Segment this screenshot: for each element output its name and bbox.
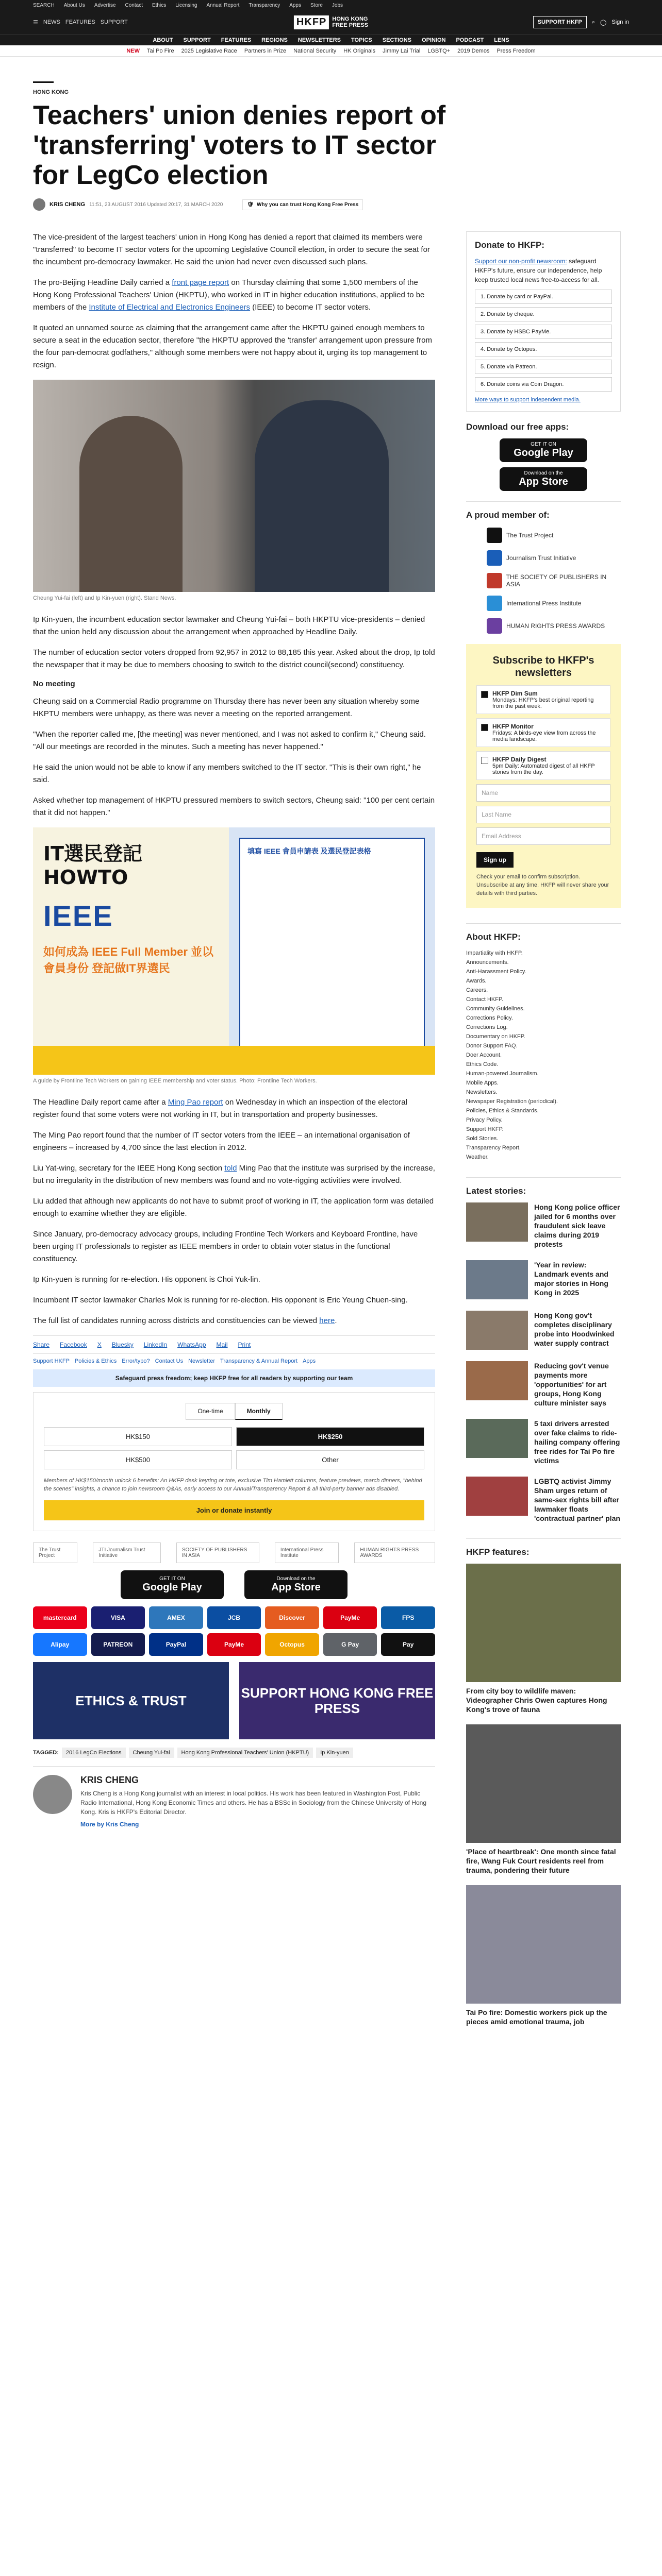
share-linkedin[interactable]: LinkedIn [143, 1341, 168, 1348]
member-of [466, 501, 621, 634]
link-told[interactable]: told [224, 1164, 237, 1173]
payment-logo: JCB [207, 1606, 261, 1629]
app-badges [33, 1570, 435, 1599]
util-apps[interactable]: Apps [289, 2, 301, 8]
about-link[interactable]: Community Guidelines. [466, 1006, 525, 1012]
util-search[interactable]: SEARCH [33, 2, 55, 8]
share-facebook[interactable]: Facebook [60, 1341, 87, 1348]
poster-bar [33, 1046, 435, 1075]
subnav-item[interactable]: 2019 Demos [457, 47, 490, 54]
link-here[interactable]: here [319, 1316, 335, 1325]
share-whatsapp[interactable]: WhatsApp [177, 1341, 206, 1348]
nav-lens[interactable]: LENS [494, 37, 509, 43]
member-title: A proud member of: [466, 510, 550, 520]
main-nav [0, 34, 662, 45]
story-item[interactable]: 'Year in review: Landmark events and major stories in Hong Kong in 2025 [466, 1260, 621, 1299]
payment-logo: PATREON [91, 1633, 145, 1656]
email-input[interactable]: Email Address [476, 827, 610, 845]
util-licensing[interactable]: Licensing [175, 2, 197, 8]
story-item[interactable]: 5 taxi drivers arrested over fake claims to ride-hailing company offering free rides for Tai Po fire victims [466, 1419, 621, 1465]
tag[interactable]: 2016 LegCo Elections [62, 1748, 126, 1758]
about-link[interactable]: Newsletters. [466, 1089, 498, 1095]
about-link[interactable]: Newspaper Registration (periodical). [466, 1098, 558, 1105]
share-bluesky[interactable]: Bluesky [111, 1341, 134, 1348]
logo-line1: HONG KONG [332, 16, 368, 22]
paragraph: Asked whether top management of HKPTU pressured members to switch sectors, Cheung said: "100 per cent certain that it did not happen." [33, 796, 435, 817]
feature-item[interactable]: Tai Po fire: Domestic workers pick up the pieces amid emotional trauma, job [466, 1885, 621, 2026]
payment-logo: VISA [91, 1606, 145, 1629]
story-item[interactable]: Hong Kong gov't completes disciplinary probe into Hoodwinked water supply contract [466, 1311, 621, 1350]
share-print[interactable]: Print [238, 1341, 251, 1348]
footlink[interactable]: Contact Us [155, 1358, 184, 1364]
member-logo[interactable]: International Press Institute [487, 596, 621, 611]
new-badge: NEW [126, 47, 140, 54]
payment-logo: FPS [381, 1606, 435, 1629]
article-body [33, 231, 435, 2037]
donate-option[interactable]: 3. Donate by HSBC PayMe. [475, 325, 612, 339]
paragraph: The number of education sector voters dropped from 92,957 in 2012 to 88,185 this year. Asked about the drop, Ip told the newspaper that it may be due to members choosing to switch to the district council(second) constituency. [33, 648, 435, 669]
about-link[interactable]: Sold Stories. [466, 1136, 499, 1142]
util-about[interactable]: About Us [63, 2, 85, 8]
name-input[interactable]: Name [476, 784, 610, 802]
paragraph: "When the reporter called me, [the meeting] was never mentioned, and I was not asked to confirm it," Cheung said. "All our meetings are recorded in the minutes. Such a meeting has never happened." [33, 730, 426, 751]
paragraph: The vice-president of the largest teachers' union in Hong Kong has denied a report that claimed its members were "transferred" to become IT sector voters for the upcoming Legislative Council election, in order to secure the seat for the incumbent pro-democracy lawmaker. He said the union had never even discussed such plans. [33, 233, 430, 266]
last-name-input[interactable]: Last Name [476, 806, 610, 823]
latest-title: Latest stories: [466, 1186, 526, 1196]
nav-topics[interactable]: TOPICS [351, 37, 372, 43]
about-link[interactable]: Anti-Harassment Policy. [466, 969, 526, 975]
trust-logo[interactable]: JTI Journalism Trust Initiative [93, 1543, 161, 1563]
about-link[interactable]: Ethics Code. [466, 1061, 499, 1067]
sidebar-google-play[interactable]: GET IT ON Google Play [500, 438, 587, 462]
user-icon[interactable]: ◯ [600, 19, 607, 26]
trust-logo[interactable]: International Press Institute [275, 1543, 339, 1563]
payment-logo: Pay [381, 1633, 435, 1656]
paragraph: Incumbent IT sector lawmaker Charles Mok is running for re-election. His opponent is Eric Yeung Chuen-sing. [33, 1296, 408, 1304]
signup-button[interactable]: Sign up [476, 852, 514, 868]
nav-features[interactable]: FEATURES [221, 37, 252, 43]
subnav-item[interactable]: 2025 Legislative Race [181, 47, 237, 54]
story-item[interactable]: Hong Kong police officer jailed for 6 months over fraudulent sick leave claims during 2019 protests [466, 1202, 621, 1249]
about-link[interactable]: Contact HKFP. [466, 996, 503, 1003]
about-title: About HKFP: [466, 932, 521, 942]
safeguard-banner[interactable]: Safeguard press freedom; keep HKFP free for all readers by supporting our team [33, 1369, 435, 1387]
util-transparency[interactable]: Transparency [249, 2, 280, 8]
story-item[interactable]: LGBTQ activist Jimmy Sham urges return of same-sex rights bill after lawmaker floats 'contractual partner' plan [466, 1477, 621, 1523]
member-logo[interactable]: Journalism Trust Initiative [487, 550, 621, 566]
payment-logo: PayMe [207, 1633, 261, 1656]
checkbox[interactable] [481, 757, 488, 764]
sidebar-donate: Donate to HKFP: Support our non-profit newsroom: safeguard HKFP's future, ensure our independence, help keep trusted local news free-to-access for all. 1. Donate by card or PayPal. 2. Donate by cheque. 3. Donate by HSBC PayMe. 4. Donate by Octopus. 5. Donate via Patreon. 6. Donate coins via Coin Dragon. More ways to support independent media. [466, 231, 621, 412]
article-kicker[interactable]: HONG KONG [33, 89, 69, 95]
header-features[interactable]: FEATURES [65, 19, 95, 25]
newsletter-note: Check your email to confirm subscription. Unsubscribe at any time. HKFP will never share your details with third parties. [476, 874, 609, 896]
about-link[interactable]: Privacy Policy. [466, 1117, 503, 1123]
paragraph: He said the union would not be able to know if any members switched to the IT sector. "This is their own right," he said. [33, 763, 421, 784]
sub-nav [0, 45, 662, 57]
share-label: Share [33, 1341, 50, 1348]
paragraph: It quoted an unnamed source as claiming that the arrangement came after the HKPTU gained enough members to secure a seat in the education sector, therefore "the HKPTU approved the 'transfer' arrangement upon pressure from the four pan-democrat godfathers," although some members were not happy about it, urging its top management to resign. [33, 324, 432, 369]
tag[interactable]: Cheung Yui-fai [129, 1748, 174, 1758]
amount-option[interactable]: HK$500 [44, 1450, 232, 1469]
logo-line2: FREE PRESS [332, 22, 369, 28]
sign-in-link[interactable]: Sign in [611, 19, 629, 25]
payment-methods [33, 1606, 435, 1656]
promo-banners [33, 1662, 435, 1739]
tags [33, 1748, 435, 1758]
payment-logo: Discover [265, 1606, 319, 1629]
subnav-item[interactable]: Jimmy Lai Trial [383, 47, 421, 54]
about-link[interactable]: Careers. [466, 987, 488, 993]
payment-logo: G Pay [323, 1633, 377, 1656]
google-play-badge[interactable]: GET IT ON Google Play [121, 1570, 224, 1599]
logo-box: HKFP [294, 15, 329, 29]
donate-note: Members of HK$150/month unlock 6 benefits: An HKFP desk keyring or tote, exclusive Tim Hamlett columns, feature previews, march dinners, "behind the scenes" insights, a chance to join newsroom Q&As, early access to our Annual/Transparency Report & all third-party banner ads disabled. [44, 1478, 422, 1492]
article-photo [33, 380, 435, 592]
about-link[interactable]: Impartiality with HKFP. [466, 950, 523, 956]
nav-newsletters[interactable]: NEWSLETTERS [297, 37, 341, 43]
join-button[interactable]: Join or donate instantly [44, 1500, 424, 1520]
subnav-item[interactable]: LGBTQ+ [427, 47, 451, 54]
footlink[interactable]: Support HKFP [33, 1358, 70, 1364]
poster-text: 如何成為 IEEE Full Member 並以會員身份 登記做IT界選民 [43, 945, 214, 975]
about-link[interactable]: Mobile Apps. [466, 1080, 499, 1086]
promo-support[interactable]: SUPPORT HONG KONG FREE PRESS [239, 1662, 435, 1739]
donate-widget [33, 1392, 435, 1531]
paragraph: Ip Kin-yuen is running for re-election. His opponent is Choi Yuk-lin. [33, 1275, 260, 1284]
search-icon[interactable]: ⌕ [591, 19, 595, 25]
newsletter-option[interactable]: HKFP Dim Sum Mondays: HKFP's best original reporting from the past week. [476, 685, 610, 714]
donate-option[interactable]: 2. Donate by cheque. [475, 307, 612, 321]
util-contact[interactable]: Contact [125, 2, 143, 8]
util-jobs[interactable]: Jobs [332, 2, 343, 8]
about-link[interactable]: Announcements. [466, 959, 509, 965]
link-ming-pao[interactable]: Ming Pao report [168, 1098, 223, 1107]
about-section [466, 923, 621, 1162]
paragraph: Since January, pro-democracy advocacy groups, including Frontline Tech Workers and Keyboard Frontline, have been urging IT professionals to register as IEEE members in order to obtain voter status in the functional constituency. [33, 1230, 418, 1263]
trust-logos [33, 1543, 435, 1563]
member-logo[interactable]: THE SOCIETY OF PUBLISHERS IN ASIA [487, 573, 621, 588]
about-link[interactable]: Doer Account. [466, 1052, 502, 1058]
footlink[interactable]: Apps [303, 1358, 316, 1364]
author-bio: Kris Cheng is a Hong Kong journalist with an interest in local politics. His work has been featured in Washington Post, Public Radio International, Hong Kong Economic Times and others. He has a BSSc in Sociology from the Chinese University of Hong Kong. Kris is HKFP's Editorial Director. [80, 1790, 427, 1816]
about-link[interactable]: Human-powered Journalism. [466, 1071, 539, 1077]
ieee-poster [33, 827, 435, 1075]
subnav-item[interactable]: National Security [293, 47, 337, 54]
section-heading: No meeting [33, 680, 75, 688]
util-ethics[interactable]: Ethics [152, 2, 167, 8]
amount-other[interactable]: Other [236, 1450, 424, 1469]
share-bar [33, 1335, 435, 1354]
hkfp-features [466, 1538, 621, 2026]
subnav-item[interactable]: HK Originals [343, 47, 376, 54]
paragraph: The Ming Pao report found that the number of IT sector voters from the IEEE – an international organisation of engineers – increased by 4,700 since the last election in 2012. [33, 1131, 410, 1152]
util-store[interactable]: Store [310, 2, 323, 8]
share-x[interactable]: X [97, 1341, 102, 1348]
paragraph: The pro-Beijing Headline Daily carried a front page report on Thursday claiming that some 1,500 members of the Hong Kong Professional Teachers' Union (HKPTU), who worked in IT in higher education institutions, applied to be members of the Institute of Electrical and Electronics Engineers (IEEE) to become IT sector voters. [33, 278, 425, 312]
poster-caption: A guide by Frontline Tech Workers on gaining IEEE membership and voter status. Photo: Frontline Tech Workers. [33, 1078, 317, 1084]
about-link[interactable]: Support HKFP. [466, 1126, 504, 1132]
footlink[interactable]: Transparency & Annual Report [220, 1358, 298, 1364]
checkbox-checked[interactable] [481, 724, 488, 731]
kicker-rule [33, 81, 54, 83]
photo-caption: Cheung Yui-fai (left) and Ip Kin-yuen (right). Stand News. [33, 595, 176, 601]
link-ieee[interactable]: Institute of Electrical and Electronics Engineers [89, 303, 251, 312]
trust-label: Why you can trust Hong Kong Free Press [257, 201, 359, 208]
subnav-item[interactable]: Partners in Prize [244, 47, 287, 54]
about-link[interactable]: Corrections Policy. [466, 1015, 513, 1021]
author-box-name[interactable]: KRIS CHENG [80, 1775, 139, 1785]
promo-ethics[interactable]: ETHICS & TRUST [33, 1662, 229, 1739]
tags-label: TAGGED: [33, 1750, 59, 1756]
nav-opinion[interactable]: OPINION [422, 37, 446, 43]
features-title: HKFP features: [466, 1547, 529, 1557]
support-hkfp-button[interactable]: SUPPORT HKFP [533, 16, 587, 28]
support-newsroom-link[interactable]: Support our non-profit newsroom: [475, 258, 567, 265]
trust-logo[interactable]: The Trust Project [33, 1543, 77, 1563]
tag[interactable]: Hong Kong Professional Teachers' Union (HKPTU) [177, 1748, 313, 1758]
footlink[interactable]: Newsletter [188, 1358, 216, 1364]
author-photo [33, 1775, 72, 1814]
subnav-item[interactable]: Press Freedom [496, 47, 536, 54]
byline [33, 198, 629, 211]
menu-icon[interactable]: ☰ [33, 19, 38, 26]
feature-item[interactable]: From city boy to wildlife maven: Videographer Chris Owen captures Hong Kong's trove of fauna [466, 1564, 621, 1714]
page-container [33, 57, 629, 2037]
payment-logo: AMEX [149, 1606, 203, 1629]
trust-logo[interactable]: SOCIETY OF PUBLISHERS IN ASIA [176, 1543, 259, 1563]
checkbox-checked[interactable] [481, 691, 488, 698]
sidebar-app-store[interactable]: Download on the App Store [500, 467, 587, 491]
app-store-badge[interactable]: Download on the App Store [244, 1570, 347, 1599]
payment-logo: PayPal [149, 1633, 203, 1656]
about-link[interactable]: Donor Support FAQ. [466, 1043, 518, 1049]
shield-icon: 🛡 [247, 201, 254, 208]
donate-option[interactable]: 5. Donate via Patreon. [475, 360, 612, 374]
author-name[interactable]: KRIS CHENG [49, 201, 86, 208]
paragraph: The Headline Daily report came after a Ming Pao report on Wednesday in which an inspection of the electoral register found that some voters were not working in IT, but in transportation and property businesses. [33, 1098, 407, 1119]
about-link[interactable]: Weather. [466, 1154, 489, 1160]
feature-item[interactable]: 'Place of heartbreak': One month since fatal fire, Wang Fuk Court residents reel from trauma, pondering their future [466, 1724, 621, 1875]
paragraph: The full list of candidates running across districts and constituencies can be viewed here. [33, 1316, 337, 1325]
subnav-item[interactable]: Tai Po Fire [146, 47, 174, 54]
newsletter-signup [466, 644, 621, 908]
site-header [0, 10, 662, 34]
utility-bar [0, 0, 662, 10]
nav-sections[interactable]: SECTIONS [382, 37, 412, 43]
member-logo[interactable]: The Trust Project [487, 528, 621, 543]
member-logo[interactable]: HUMAN RIGHTS PRESS AWARDS [487, 618, 621, 634]
paragraph: Liu added that although new applicants do not have to submit proof of working in IT, the application form was detailed enough to examine whether they are eligible. [33, 1197, 434, 1218]
person-right [255, 400, 389, 592]
donate-option[interactable]: 1. Donate by card or PayPal. [475, 290, 612, 304]
footlink[interactable]: Error/typo? [122, 1358, 150, 1364]
apps-title: Download our free apps: [466, 422, 569, 432]
payment-logo: mastercard [33, 1606, 87, 1629]
footlink[interactable]: Policies & Ethics [74, 1358, 117, 1364]
newsletter-option[interactable]: HKFP Monitor Fridays: A birds-eye view from across the media landscape. [476, 718, 610, 747]
site-logo[interactable] [294, 15, 368, 29]
more-by-author-link[interactable]: More by Kris Cheng [80, 1821, 139, 1828]
newsletter-title: Subscribe to HKFP's newsletters [492, 655, 594, 679]
about-link[interactable]: Awards. [466, 978, 487, 984]
article-footer-links [33, 1358, 435, 1364]
donate-option[interactable]: 4. Donate by Octopus. [475, 342, 612, 357]
poster-title: IT選民登記HOWTO [43, 842, 143, 889]
link-front-page-report[interactable]: front page report [172, 278, 229, 287]
trust-logo[interactable]: HUMAN RIGHTS PRESS AWARDS [354, 1543, 435, 1563]
poster-form: 填寫 IEEE 會員申請表 及選民登記表格 [239, 838, 425, 1064]
article-title: Teachers' union denies report of 'transferring' voters to IT sector for LegCo election [33, 100, 446, 190]
author-avatar [33, 198, 45, 211]
poster-ieee: IEEE [43, 900, 113, 932]
header-support[interactable]: SUPPORT [100, 19, 128, 25]
more-ways-link[interactable]: More ways to support independent media. [475, 397, 581, 403]
freq-one-time[interactable]: One-time [186, 1403, 235, 1420]
nav-podcast[interactable]: PODCAST [456, 37, 484, 43]
about-link[interactable]: Policies, Ethics & Standards. [466, 1108, 539, 1114]
publish-dates: 11:51, 23 AUGUST 2016 Updated 20:17, 31 MARCH 2020 [89, 201, 223, 208]
util-advertise[interactable]: Advertise [94, 2, 116, 8]
tag[interactable]: Ip Kin-yuen [316, 1748, 353, 1758]
payment-logo: PayMe [323, 1606, 377, 1629]
paragraph: Cheung said on a Commercial Radio programme on Thursday there has never been any situation whereby some HKPTU members were unhappy, as there was never a meeting on the reported arrangement. [33, 697, 420, 718]
amount-option[interactable]: HK$150 [44, 1427, 232, 1446]
payment-logo: Octopus [265, 1633, 319, 1656]
freq-monthly[interactable]: Monthly [235, 1403, 283, 1420]
story-item[interactable]: Reducing gov't venue payments more 'opportunities' for art groups, Hong Kong culture minister says [466, 1361, 621, 1408]
share-mail[interactable]: Mail [216, 1341, 228, 1348]
person-left [79, 416, 183, 592]
nav-about[interactable]: ABOUT [153, 37, 173, 43]
header-news[interactable]: NEWS [43, 19, 60, 25]
author-box [33, 1766, 435, 1828]
paragraph: Ip Kin-yuen, the incumbent education sector lawmaker and Cheung Yui-fai – both HKPTU vice-presidents – denied that the union held any discussion about the arrangement when approached by Headline Daily. [33, 615, 425, 636]
payment-logo: Alipay [33, 1633, 87, 1656]
trust-badge[interactable] [242, 199, 363, 210]
amount-option-selected[interactable]: HK$250 [236, 1427, 424, 1446]
about-list [466, 948, 621, 1162]
donate-option[interactable]: 6. Donate coins via Coin Dragon. [475, 377, 612, 392]
nav-support[interactable]: SUPPORT [183, 37, 211, 43]
sidebar [466, 231, 621, 2037]
paragraph: Liu Yat-wing, secretary for the IEEE Hong Kong section told Ming Pao that the institute was surprised by the increase, but no irregularity in the distribution of new members was found and no vote-rigging activities were involved. [33, 1164, 435, 1185]
about-link[interactable]: Transparency Report. [466, 1145, 521, 1151]
util-annual-report[interactable]: Annual Report [206, 2, 240, 8]
sidebar-donate-title: Donate to HKFP: [475, 240, 545, 250]
latest-stories [466, 1177, 621, 1523]
nav-regions[interactable]: REGIONS [261, 37, 288, 43]
about-link[interactable]: Corrections Log. [466, 1024, 508, 1030]
about-link[interactable]: Documentary on HKFP. [466, 1033, 525, 1040]
newsletter-option[interactable]: HKFP Daily Digest 5pm Daily: Automated digest of all HKFP stories from the day. [476, 751, 610, 780]
